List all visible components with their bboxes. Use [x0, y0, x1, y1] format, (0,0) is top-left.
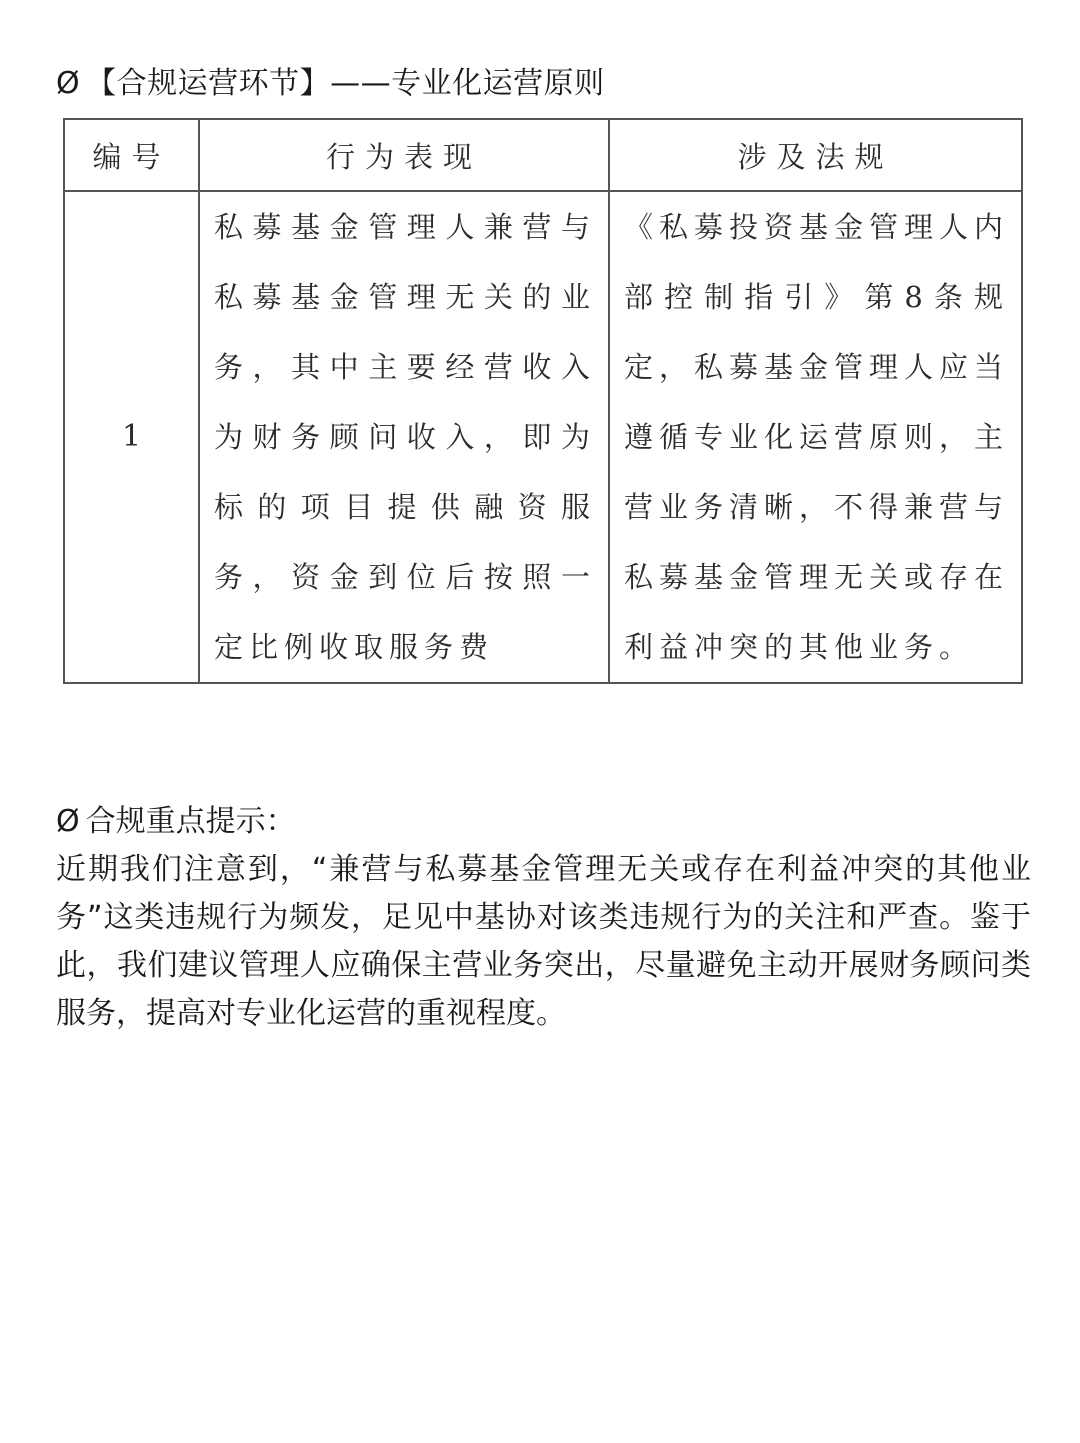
table-row	[64, 191, 1022, 683]
section-heading	[56, 62, 605, 106]
tips-title: 合规重点提示：	[85, 804, 296, 839]
row-behavior: 私募基金管理人兼营与私募基金管理无关的业务，其中主要经营收入为财务顾问收入，即为标的项目提供融资服务，资金到位后按照一定比例收取服务费	[199, 191, 609, 683]
bullet-icon: Ø	[56, 804, 80, 839]
tips-body: 近期我们注意到，“兼营与私募基金管理无关或存在利益冲突的其他业务”这类违规行为频发，足见中基协对该类违规行为的关注和严查。鉴于此，我们建议管理人应确保主营业务突出，尽量避免主动开展财务顾问类服务，提高对专业化运营的重视程度。	[56, 852, 1031, 1031]
header-number: 编号	[64, 119, 199, 191]
tips-heading	[56, 798, 1031, 846]
section-title: 【合规运营环节】——专业化运营原则	[86, 66, 605, 101]
bullet-icon: Ø	[56, 66, 81, 101]
compliance-table	[63, 118, 1023, 684]
header-behavior: 行为表现	[199, 119, 609, 191]
compliance-tips	[56, 798, 1031, 1038]
row-regulation: 《私募投资基金管理人内部控制指引》第8条规定，私募基金管理人应当遵循专业化运营原则，主营业务清晰，不得兼营与私募基金管理无关或存在利益冲突的其他业务。	[609, 191, 1022, 683]
row-number: 1	[64, 191, 199, 683]
header-regulation: 涉及法规	[609, 119, 1022, 191]
table-header-row	[64, 119, 1022, 191]
